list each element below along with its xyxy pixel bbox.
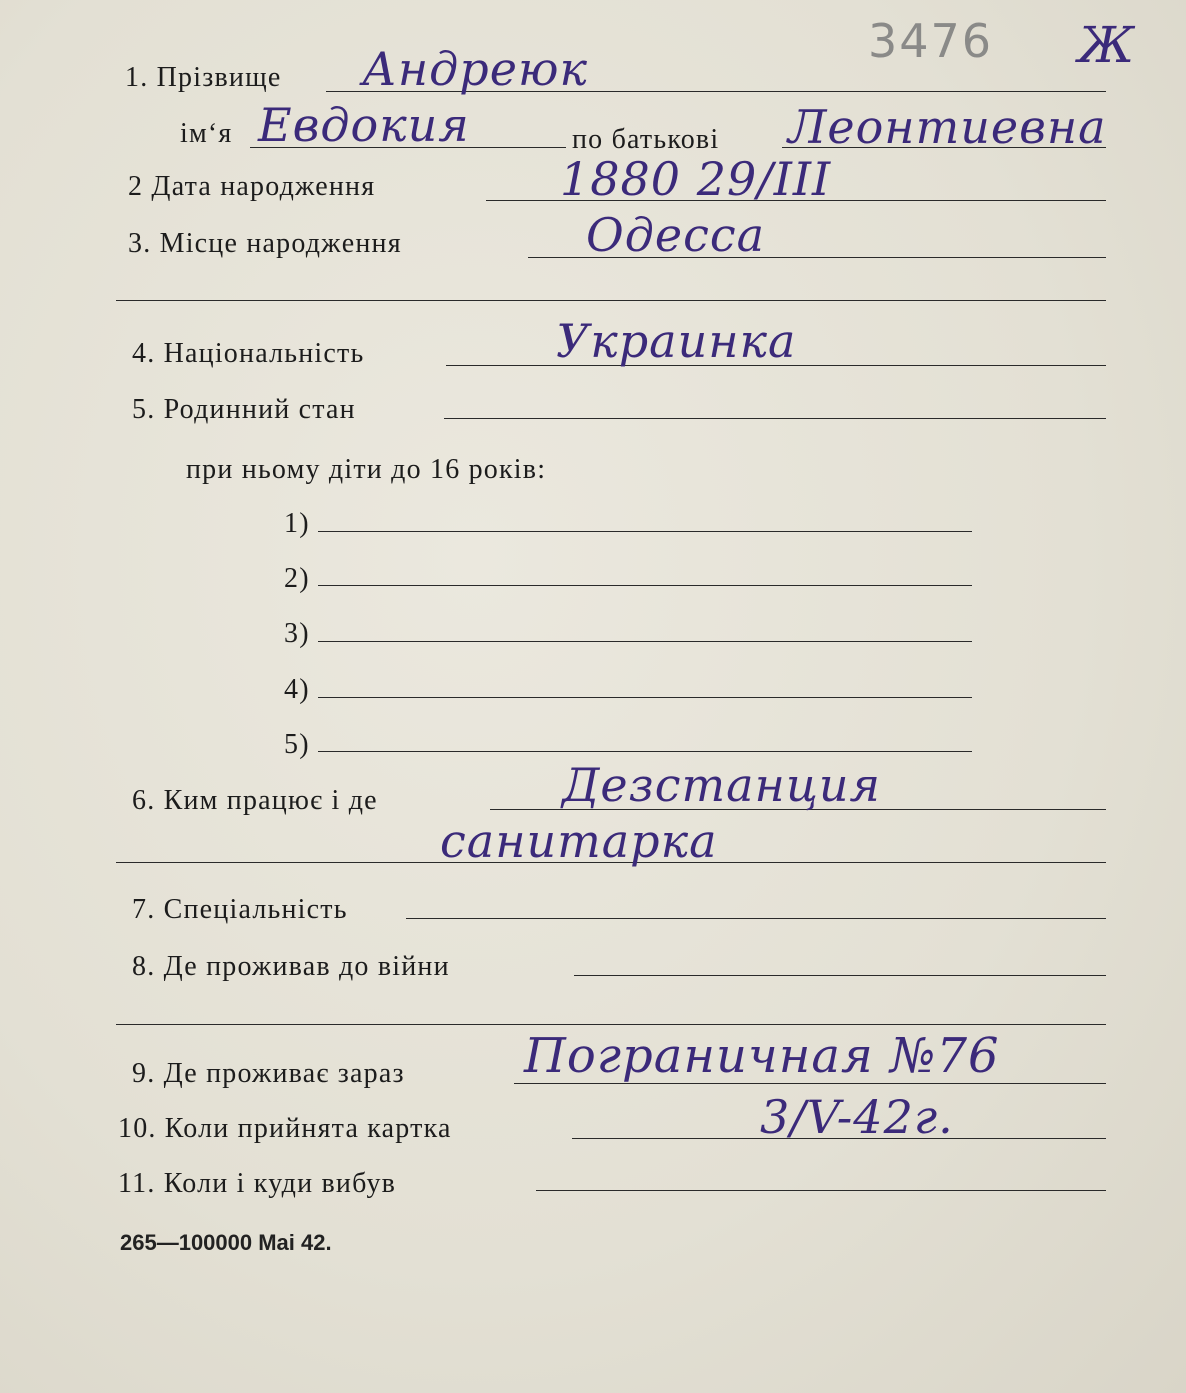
patronymic-label: по батькові bbox=[572, 124, 720, 155]
specialty-label: 7. Спеціальність bbox=[132, 894, 348, 925]
accepted-label: 10. Коли прийнята картка bbox=[118, 1113, 452, 1144]
current-value: Пограничная №76 bbox=[524, 1028, 1000, 1084]
child-3-line bbox=[318, 641, 972, 642]
child-1-label: 1) bbox=[284, 508, 310, 539]
pencil-number: 3476 bbox=[868, 14, 994, 68]
child-1-line bbox=[318, 531, 972, 532]
work-value-1: Дезстанция bbox=[562, 758, 881, 812]
birth-date-label: 2 Дата народження bbox=[128, 171, 376, 202]
birth-place-value: Одесса bbox=[586, 208, 766, 262]
nationality-label: 4. Національність bbox=[132, 338, 365, 369]
prewar-label: 8. Де проживав до війни bbox=[132, 951, 450, 982]
surname-value: Андреюк bbox=[362, 42, 588, 96]
current-label: 9. Де проживає зараз bbox=[132, 1058, 405, 1089]
work-value-2: санитарка bbox=[440, 814, 718, 868]
departed-line bbox=[536, 1190, 1106, 1191]
family-line bbox=[444, 418, 1106, 419]
family-label: 5. Родинний стан bbox=[132, 394, 356, 425]
nationality-value: Украинка bbox=[556, 314, 797, 368]
child-5-line bbox=[318, 751, 972, 752]
name-value: Евдокия bbox=[258, 98, 470, 152]
surname-label: 1. Прізвище bbox=[125, 62, 282, 93]
birth-place-label: 3. Місце народжeння bbox=[128, 228, 402, 259]
child-4-label: 4) bbox=[284, 674, 310, 705]
prewar-line-2 bbox=[116, 1024, 1106, 1025]
child-2-label: 2) bbox=[284, 563, 310, 594]
accepted-value: 3/V-42г. bbox=[760, 1090, 954, 1144]
child-5-label: 5) bbox=[284, 729, 310, 760]
corner-mark: Ж bbox=[1078, 16, 1136, 74]
child-3-label: 3) bbox=[284, 618, 310, 649]
prewar-line bbox=[574, 975, 1106, 976]
work-label: 6. Ким працює і де bbox=[132, 785, 378, 816]
print-code: 265—100000 Mai 42. bbox=[120, 1230, 332, 1255]
name-label: ім‘я bbox=[180, 118, 233, 149]
birth-place-line-2 bbox=[116, 300, 1106, 301]
children-label: при ньому діти до 16 років: bbox=[186, 454, 547, 485]
specialty-line bbox=[406, 918, 1106, 919]
child-2-line bbox=[318, 585, 972, 586]
departed-label: 11. Коли і куди вибув bbox=[118, 1168, 397, 1199]
child-4-line bbox=[318, 697, 972, 698]
patronymic-value: Леонтиевна bbox=[788, 100, 1107, 154]
birth-date-value: 1880 29/III bbox=[560, 152, 832, 206]
